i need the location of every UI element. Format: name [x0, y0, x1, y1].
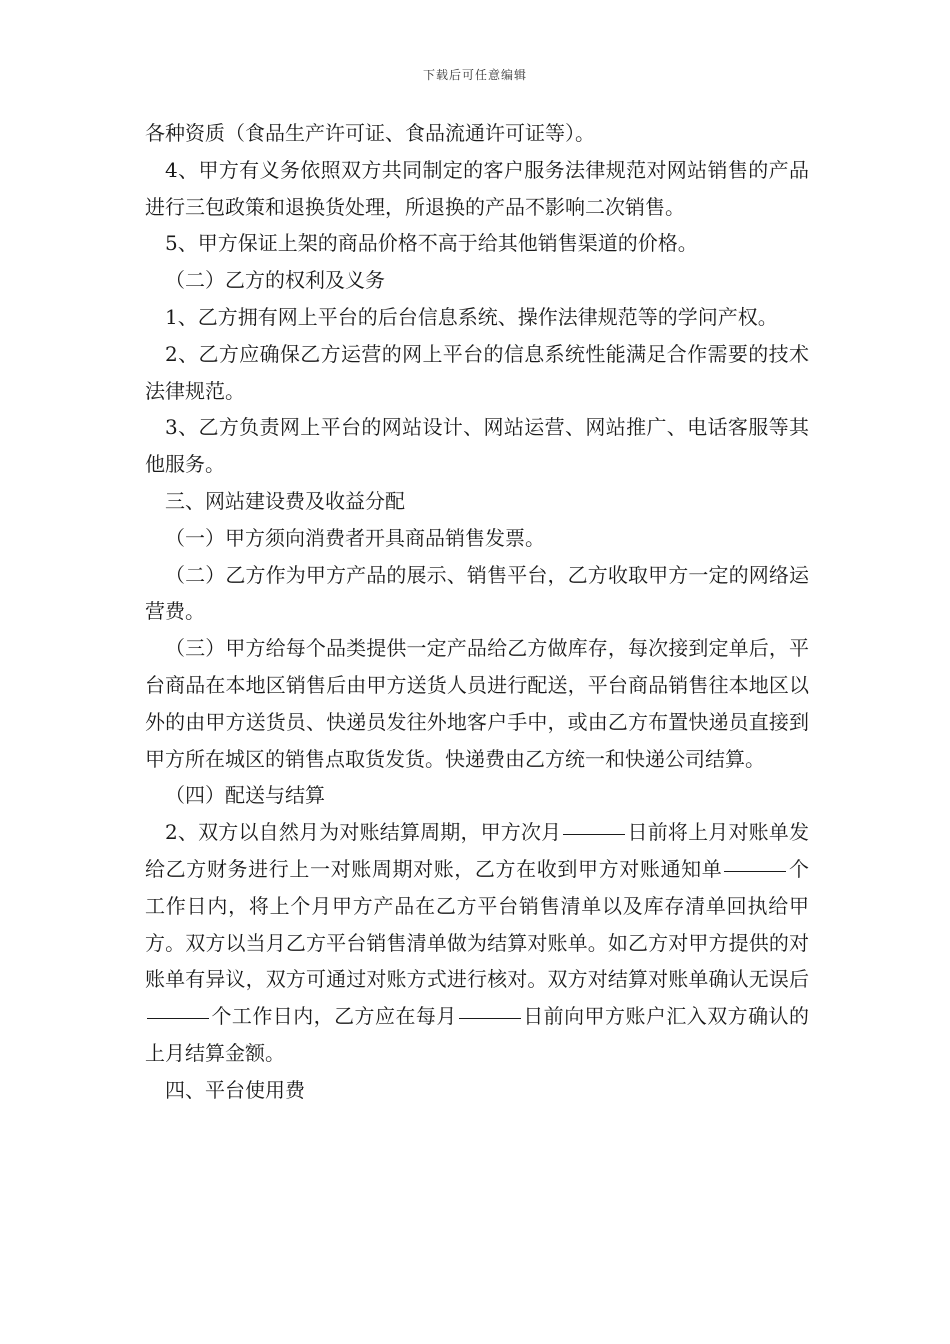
paragraph-fees-2: （二）乙方作为甲方产品的展示、销售平台，乙方收取甲方一定的网络运营费。	[145, 562, 809, 624]
paragraph-b-item-2: 2、乙方应确保乙方运营的网上平台的信息系统性能满足合作需要的技术法律规范。	[145, 341, 809, 403]
settlement-text-2: 日前将上月对账单发给乙方财务进行上一对账周期对账，乙方在收到甲方对账通知单	[145, 820, 809, 881]
paragraph-fees-3: （三）甲方给每个品类提供一定产品给乙方做库存，每次接到定单后，平台商品在本地区销售后由甲方送货人员进行配送，平台商品销售往本地区以外的由甲方送货员、快递员发往外地客户手中，或由乙方布置快递员直接到甲方所在城区的销售点取货发货。快递费由乙方统一和快递公司结算。	[145, 636, 809, 771]
section-heading-fees: 三、网站建设费及收益分配	[165, 488, 405, 513]
section-heading-delivery: （四）配送与结算	[165, 783, 325, 808]
paragraph-item-5: 5、甲方保证上架的商品价格不高于给其他销售渠道的价格。	[165, 231, 698, 256]
blank-field	[724, 870, 786, 872]
blank-field	[147, 1017, 209, 1019]
section-heading-party-b: （二）乙方的权利及义务	[165, 268, 385, 293]
paragraph-fees-1: （一）甲方须向消费者开具商品销售发票。	[165, 525, 545, 550]
document-body	[145, 115, 809, 1109]
blank-field	[563, 833, 625, 835]
paragraph-b-item-1: 1、乙方拥有网上平台的后台信息系统、操作法律规范等的学问产权。	[165, 304, 778, 329]
blank-field	[459, 1017, 521, 1019]
settlement-text-1: 2、双方以自然月为对账结算周期，甲方次月	[165, 820, 562, 845]
section-heading-platform-fee: 四、平台使用费	[165, 1077, 305, 1102]
paragraph-qualifications: 各种资质（食品生产许可证、食品流通许可证等）。	[145, 121, 595, 145]
paragraph-settlement	[145, 814, 809, 1072]
page-header: 下载后可任意编辑	[422, 68, 527, 82]
settlement-text-3: 个工作日内，将上个月甲方产品在乙方平台销售清单以及库存清单回执给甲方。双方以当月乙方平台销售清单做为结算对账单。如乙方对甲方提供的对账单有异议，双方可通过对账方式进行核对。双方对结算对账单确认无误后	[145, 856, 810, 992]
paragraph-b-item-3: 3、乙方负责网上平台的网站设计、网站运营、网站推广、电话客服等其他服务。	[145, 415, 809, 477]
settlement-text-5: 日前向甲方账户汇入双方确认的上月结算金额。	[145, 1004, 810, 1065]
settlement-text-4: 个工作日内，乙方应在每月	[211, 1004, 457, 1029]
paragraph-item-4: 4、甲方有义务依照双方共同制定的客户服务法律规范对网站销售的产品进行三包政策和退换货处理，所退换的产品不影响二次销售。	[145, 157, 809, 219]
